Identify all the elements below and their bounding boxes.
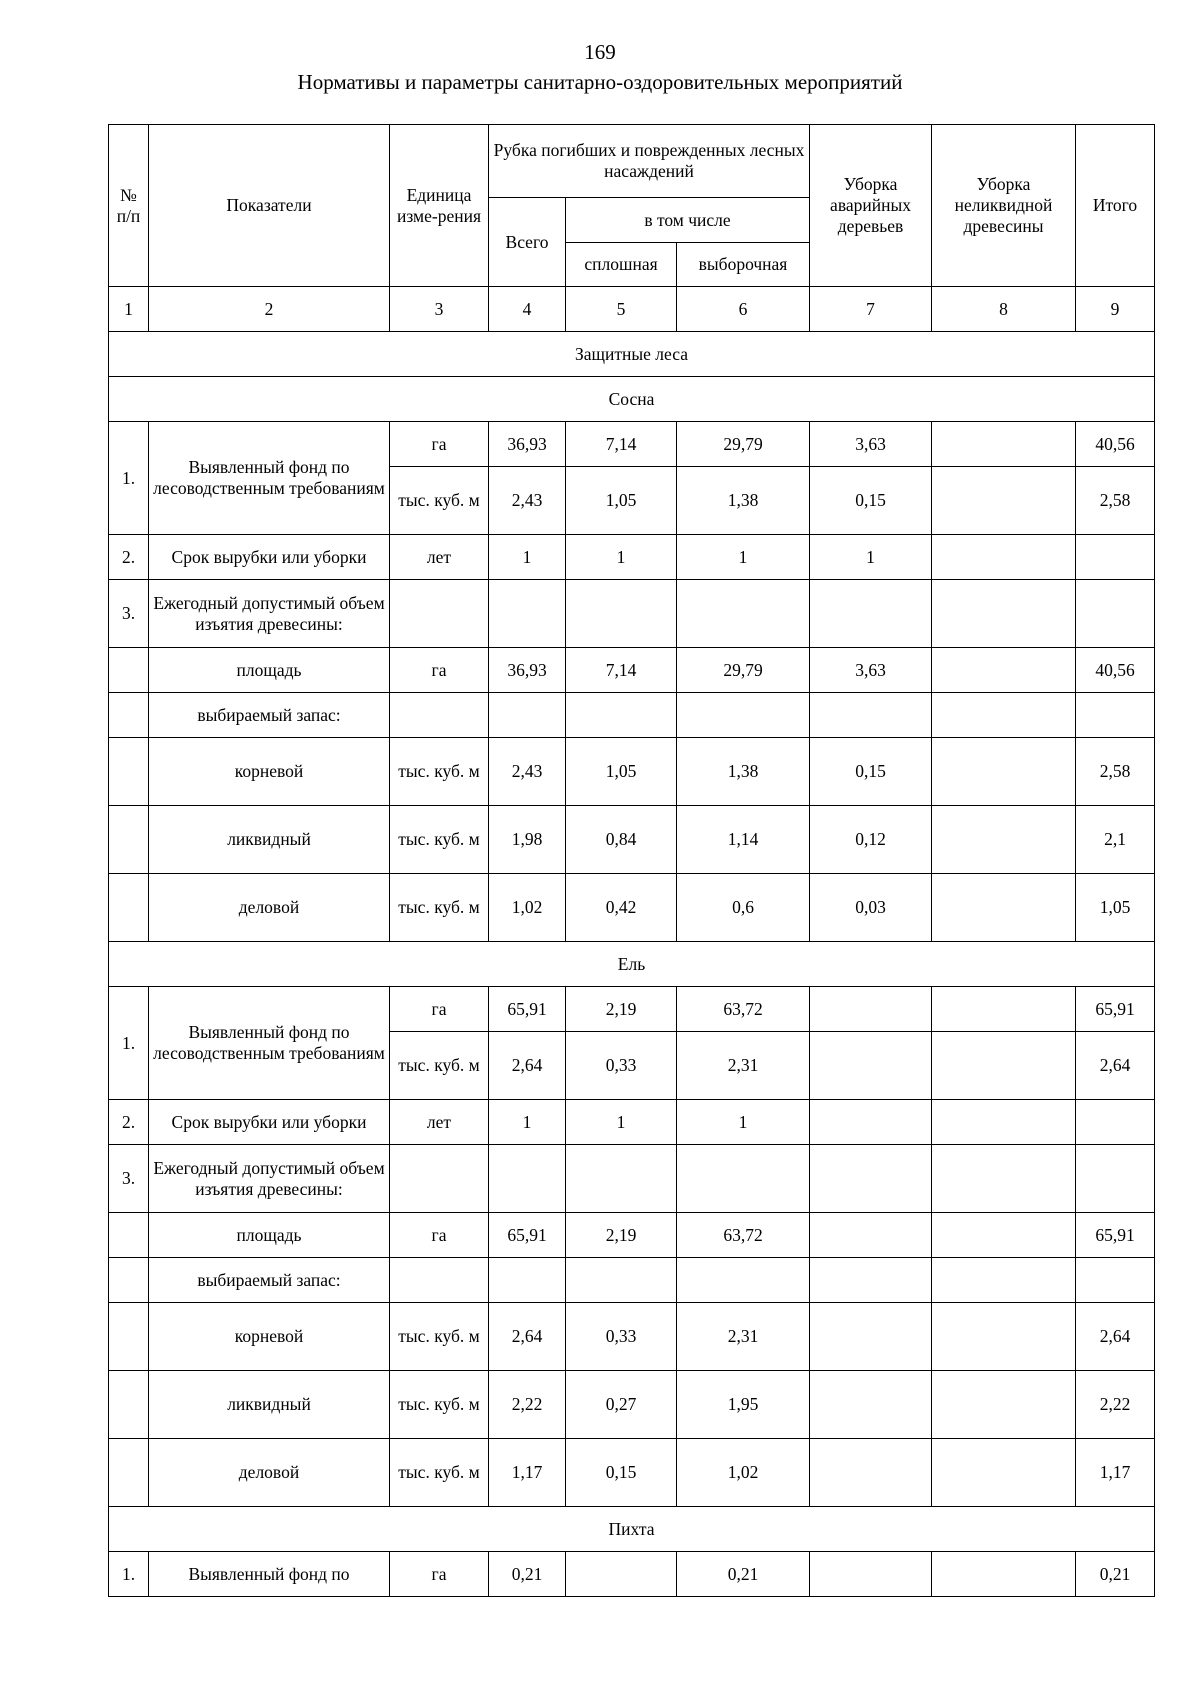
value-cell: 63,72 <box>677 1213 810 1258</box>
header-emergency: Уборка аварийных деревьев <box>810 125 932 287</box>
table-row <box>109 738 1155 806</box>
value-cell <box>810 1213 932 1258</box>
table-row <box>109 535 1155 580</box>
row-label-term: Срок вырубки или уборки <box>149 535 390 580</box>
value-cell <box>810 987 932 1032</box>
value-cell <box>810 1439 932 1507</box>
row-number: 3. <box>109 580 149 648</box>
row-label-root: корневой <box>149 1303 390 1371</box>
value-cell <box>1076 1100 1155 1145</box>
row-label-fund: Выявленный фонд по <box>149 1552 390 1597</box>
row-label-liquid: ликвидный <box>149 806 390 874</box>
value-cell: 2,58 <box>1076 467 1155 535</box>
unit-cell: тыс. куб. м <box>390 467 489 535</box>
value-cell: 2,19 <box>566 1213 677 1258</box>
value-cell: 1,38 <box>677 738 810 806</box>
value-cell <box>932 1303 1076 1371</box>
value-cell: 0,42 <box>566 874 677 942</box>
header-felling: Рубка погибших и поврежденных лесных насаждений <box>489 125 810 198</box>
row-number: 1. <box>109 987 149 1100</box>
value-cell: 0,15 <box>566 1439 677 1507</box>
value-cell: 36,93 <box>489 648 566 693</box>
value-cell: 2,64 <box>489 1303 566 1371</box>
value-cell: 65,91 <box>489 987 566 1032</box>
row-label-fund: Выявленный фонд по лесоводственным требованиям <box>149 422 390 535</box>
col-number: 1 <box>109 287 149 332</box>
value-cell: 2,22 <box>1076 1371 1155 1439</box>
value-cell: 1 <box>677 535 810 580</box>
value-cell: 1 <box>566 1100 677 1145</box>
table-row <box>109 1258 1155 1303</box>
value-cell <box>932 1032 1076 1100</box>
value-cell: 0,21 <box>489 1552 566 1597</box>
row-number: 1. <box>109 1552 149 1597</box>
value-cell: 0,6 <box>677 874 810 942</box>
table-row <box>109 874 1155 942</box>
value-cell: 1 <box>677 1100 810 1145</box>
table-row <box>109 580 1155 648</box>
value-cell: 2,19 <box>566 987 677 1032</box>
norms-table <box>108 124 1155 1597</box>
section-protective-forests: Защитные леса <box>109 332 1155 377</box>
unit-cell: лет <box>390 535 489 580</box>
value-cell: 1,02 <box>489 874 566 942</box>
row-number: 1. <box>109 422 149 535</box>
value-cell: 65,91 <box>489 1213 566 1258</box>
value-cell: 2,22 <box>489 1371 566 1439</box>
value-cell: 0,12 <box>810 806 932 874</box>
value-cell: 2,64 <box>1076 1032 1155 1100</box>
col-number: 7 <box>810 287 932 332</box>
value-cell: 65,91 <box>1076 987 1155 1032</box>
row-label-liquid: ликвидный <box>149 1371 390 1439</box>
table-row <box>109 1145 1155 1213</box>
value-cell: 1,95 <box>677 1371 810 1439</box>
value-cell: 3,63 <box>810 648 932 693</box>
value-cell <box>932 1371 1076 1439</box>
table-row <box>109 806 1155 874</box>
value-cell: 0,84 <box>566 806 677 874</box>
value-cell: 7,14 <box>566 422 677 467</box>
value-cell: 2,31 <box>677 1032 810 1100</box>
value-cell: 40,56 <box>1076 422 1155 467</box>
value-cell: 29,79 <box>677 648 810 693</box>
value-cell: 1,05 <box>566 738 677 806</box>
header-total: Итого <box>1076 125 1155 287</box>
value-cell: 1 <box>810 535 932 580</box>
table-row <box>109 1100 1155 1145</box>
header-total-all: Всего <box>489 198 566 287</box>
table-row <box>109 422 1155 467</box>
header-num: № п/п <box>109 125 149 287</box>
table-row <box>109 1213 1155 1258</box>
value-cell <box>810 1552 932 1597</box>
unit-cell: га <box>390 422 489 467</box>
row-label-area: площадь <box>149 648 390 693</box>
value-cell <box>810 1032 932 1100</box>
value-cell: 0,15 <box>810 467 932 535</box>
table-row <box>109 1303 1155 1371</box>
row-number: 3. <box>109 1145 149 1213</box>
table-row <box>109 1552 1155 1597</box>
value-cell <box>932 987 1076 1032</box>
row-label-stock: выбираемый запас: <box>149 1258 390 1303</box>
table-row <box>109 1371 1155 1439</box>
value-cell: 0,15 <box>810 738 932 806</box>
page-number: 169 <box>584 40 616 64</box>
value-cell: 2,1 <box>1076 806 1155 874</box>
value-cell: 65,91 <box>1076 1213 1155 1258</box>
value-cell: 1,38 <box>677 467 810 535</box>
value-cell: 7,14 <box>566 648 677 693</box>
value-cell: 0,03 <box>810 874 932 942</box>
value-cell <box>1076 535 1155 580</box>
unit-cell: тыс. куб. м <box>390 1439 489 1507</box>
value-cell: 0,21 <box>1076 1552 1155 1597</box>
value-cell: 0,27 <box>566 1371 677 1439</box>
value-cell: 0,33 <box>566 1303 677 1371</box>
col-number: 6 <box>677 287 810 332</box>
value-cell: 1,98 <box>489 806 566 874</box>
value-cell <box>932 1552 1076 1597</box>
table-row <box>109 648 1155 693</box>
row-label-root: корневой <box>149 738 390 806</box>
value-cell <box>932 738 1076 806</box>
col-number: 2 <box>149 287 390 332</box>
value-cell: 2,31 <box>677 1303 810 1371</box>
value-cell: 29,79 <box>677 422 810 467</box>
value-cell: 1,05 <box>1076 874 1155 942</box>
unit-cell: га <box>390 648 489 693</box>
row-label-fund: Выявленный фонд по лесоводственным требованиям <box>149 987 390 1100</box>
col-number: 8 <box>932 287 1076 332</box>
column-numbers-row <box>109 287 1155 332</box>
value-cell <box>932 467 1076 535</box>
value-cell: 1,14 <box>677 806 810 874</box>
value-cell: 3,63 <box>810 422 932 467</box>
value-cell <box>810 1303 932 1371</box>
table-row <box>109 987 1155 1032</box>
row-label-business: деловой <box>149 874 390 942</box>
unit-cell: тыс. куб. м <box>390 1032 489 1100</box>
value-cell: 2,43 <box>489 738 566 806</box>
value-cell <box>932 1439 1076 1507</box>
value-cell <box>566 1552 677 1597</box>
value-cell: 2,43 <box>489 467 566 535</box>
row-label-annual: Ежегодный допустимый объем изъятия древесины: <box>149 580 390 648</box>
unit-cell: тыс. куб. м <box>390 874 489 942</box>
value-cell <box>932 422 1076 467</box>
value-cell: 2,58 <box>1076 738 1155 806</box>
value-cell <box>932 806 1076 874</box>
header-illiquid: Уборка неликвидной древесины <box>932 125 1076 287</box>
row-label-term: Срок вырубки или уборки <box>149 1100 390 1145</box>
header-clear: сплошная <box>566 243 677 287</box>
row-label-business: деловой <box>149 1439 390 1507</box>
header-unit: Единица изме-рения <box>390 125 489 287</box>
value-cell: 0,21 <box>677 1552 810 1597</box>
row-number: 2. <box>109 1100 149 1145</box>
table-row <box>109 693 1155 738</box>
unit-cell: га <box>390 1213 489 1258</box>
col-number: 3 <box>390 287 489 332</box>
header-selective: выборочная <box>677 243 810 287</box>
col-number: 5 <box>566 287 677 332</box>
value-cell <box>932 874 1076 942</box>
section-fir: Пихта <box>109 1507 1155 1552</box>
header-incl: в том числе <box>566 198 810 243</box>
value-cell <box>932 535 1076 580</box>
col-number: 4 <box>489 287 566 332</box>
unit-cell: тыс. куб. м <box>390 1303 489 1371</box>
value-cell: 63,72 <box>677 987 810 1032</box>
value-cell <box>932 1100 1076 1145</box>
table-row <box>109 1439 1155 1507</box>
value-cell: 40,56 <box>1076 648 1155 693</box>
unit-cell: лет <box>390 1100 489 1145</box>
col-number: 9 <box>1076 287 1155 332</box>
value-cell <box>810 1100 932 1145</box>
value-cell: 1,02 <box>677 1439 810 1507</box>
row-number: 2. <box>109 535 149 580</box>
unit-cell: тыс. куб. м <box>390 738 489 806</box>
value-cell <box>932 648 1076 693</box>
page-title: Нормативы и параметры санитарно-оздоровительных мероприятий <box>297 70 903 94</box>
unit-cell: тыс. куб. м <box>390 806 489 874</box>
value-cell: 1 <box>489 1100 566 1145</box>
value-cell: 1 <box>489 535 566 580</box>
value-cell: 0,33 <box>566 1032 677 1100</box>
value-cell <box>810 1371 932 1439</box>
value-cell: 36,93 <box>489 422 566 467</box>
row-label-annual: Ежегодный допустимый объем изъятия древесины: <box>149 1145 390 1213</box>
row-label-area: площадь <box>149 1213 390 1258</box>
header-indicators: Показатели <box>149 125 390 287</box>
section-pine: Сосна <box>109 377 1155 422</box>
section-spruce: Ель <box>109 942 1155 987</box>
value-cell <box>932 1213 1076 1258</box>
unit-cell: га <box>390 987 489 1032</box>
row-label-stock: выбираемый запас: <box>149 693 390 738</box>
value-cell: 2,64 <box>1076 1303 1155 1371</box>
unit-cell: тыс. куб. м <box>390 1371 489 1439</box>
value-cell: 1,05 <box>566 467 677 535</box>
unit-cell: га <box>390 1552 489 1597</box>
value-cell: 1,17 <box>1076 1439 1155 1507</box>
value-cell: 1 <box>566 535 677 580</box>
value-cell: 2,64 <box>489 1032 566 1100</box>
value-cell: 1,17 <box>489 1439 566 1507</box>
